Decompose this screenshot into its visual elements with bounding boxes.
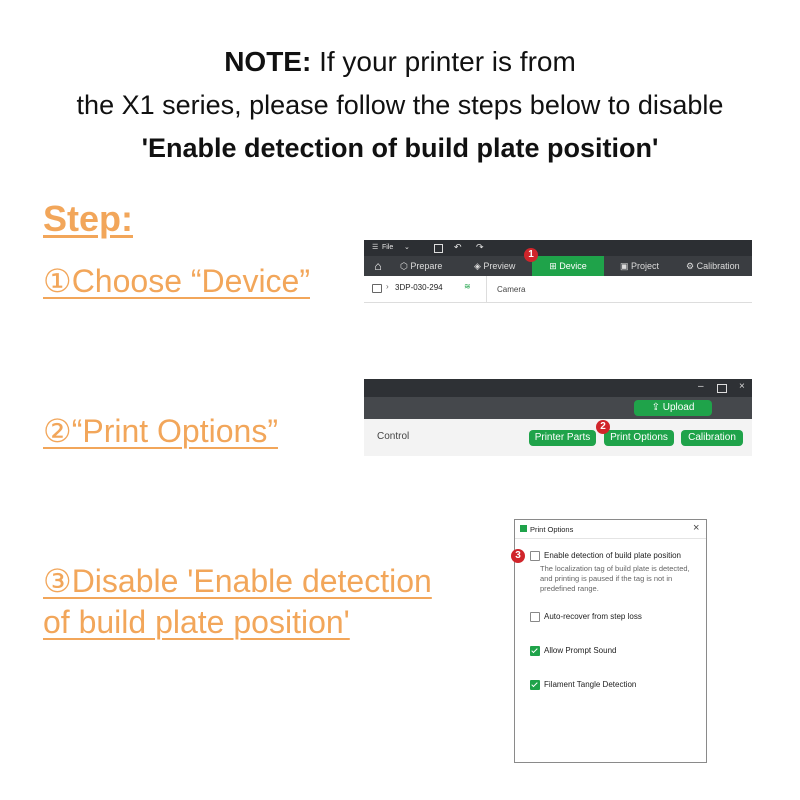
wifi-icon: ≋: [464, 282, 471, 291]
redo-icon[interactable]: ↷: [476, 242, 484, 252]
step-badge-3: 3: [511, 549, 525, 563]
chevron-down-icon[interactable]: ⌄: [404, 244, 410, 251]
undo-icon[interactable]: ↶: [454, 242, 462, 252]
device-row: [364, 276, 752, 303]
tab-project-label: Project: [631, 261, 660, 271]
layers-icon: ◈: [474, 261, 484, 271]
calibration-button[interactable]: Calibration: [681, 430, 743, 446]
close-icon[interactable]: ×: [739, 381, 745, 392]
calibration-icon: ⚙: [686, 261, 697, 271]
control-bar: [364, 419, 752, 456]
upload-label: Upload: [662, 402, 695, 413]
tab-bar: [364, 256, 752, 276]
tab-device-label: Device: [559, 261, 587, 271]
note-label: NOTE:: [224, 46, 312, 77]
step-badge-2: 2: [596, 420, 610, 434]
upload-button[interactable]: [634, 400, 712, 416]
control-label: Control: [377, 431, 410, 442]
checkbox-filament-tangle[interactable]: [530, 680, 540, 690]
divider: [486, 276, 487, 302]
step-1-text: ①Choose “Device”: [43, 263, 310, 299]
device-name[interactable]: 3DP-030-294: [395, 283, 443, 292]
option-description: The localization tag of build plate is detected, and printing is paused if the tag is not in predefined range.: [540, 564, 690, 593]
tab-prepare-label: Prepare: [410, 261, 443, 271]
tab-project[interactable]: [620, 256, 659, 276]
option-label-build-plate-detection: Enable detection of build plate position: [544, 551, 681, 560]
option-label-filament-tangle: Filament Tangle Detection: [544, 680, 637, 689]
tab-calibration[interactable]: [686, 256, 740, 276]
print-options-button[interactable]: Print Options: [604, 430, 674, 446]
save-icon[interactable]: [434, 244, 443, 253]
maximize-icon[interactable]: [717, 384, 727, 393]
project-icon: ▣: [620, 261, 632, 271]
checkbox-prompt-sound[interactable]: [530, 646, 540, 656]
screenshot-device-tab: [364, 240, 752, 302]
step-2-text: ②“Print Options”: [43, 413, 278, 449]
note-line-1: [0, 46, 800, 78]
checkbox-build-plate-detection[interactable]: [530, 551, 540, 561]
device-icon: ⊞: [549, 261, 560, 271]
tab-preview[interactable]: [474, 256, 515, 276]
checkbox-auto-recover[interactable]: [530, 612, 540, 622]
dialog-title-bar: [515, 520, 706, 539]
print-options-dialog: [514, 519, 707, 763]
note-line-2: the X1 series, please follow the steps below to disable: [76, 90, 724, 120]
note-line-1-text: If your printer is from: [311, 46, 576, 77]
camera-label: Camera: [497, 285, 526, 294]
window-title-bar: [364, 379, 752, 397]
tab-calibration-label: Calibration: [696, 261, 740, 271]
printer-icon: [372, 284, 382, 293]
app-logo-icon: [520, 525, 527, 532]
note-line-3: 'Enable detection of build plate position': [141, 133, 659, 163]
tab-prepare[interactable]: [400, 256, 442, 276]
action-bar: [364, 397, 752, 419]
printer-parts-button[interactable]: Printer Parts: [529, 430, 596, 446]
step-badge-1: 1: [524, 248, 538, 262]
step-3-text-line2: of build plate position': [43, 604, 350, 640]
close-icon[interactable]: ×: [693, 522, 700, 534]
file-menu[interactable]: File: [382, 244, 394, 251]
tab-device[interactable]: [532, 256, 604, 276]
tab-preview-label: Preview: [483, 261, 516, 271]
option-label-prompt-sound: Allow Prompt Sound: [544, 646, 617, 655]
cube-icon: ⬡: [400, 261, 411, 271]
screenshot-print-options: [364, 379, 752, 456]
step-3-text-line1: ③Disable 'Enable detection: [43, 563, 432, 599]
dialog-title: Print Options: [530, 525, 574, 534]
home-icon[interactable]: ⌂: [374, 259, 382, 273]
chevron-right-icon: ›: [386, 282, 389, 291]
step-heading: Step:: [43, 198, 133, 239]
hamburger-icon[interactable]: ☰: [372, 244, 379, 251]
menu-bar: [364, 240, 752, 256]
upload-icon: ⇪: [651, 402, 663, 413]
minimize-icon[interactable]: –: [698, 381, 704, 392]
option-label-auto-recover: Auto-recover from step loss: [544, 612, 642, 621]
